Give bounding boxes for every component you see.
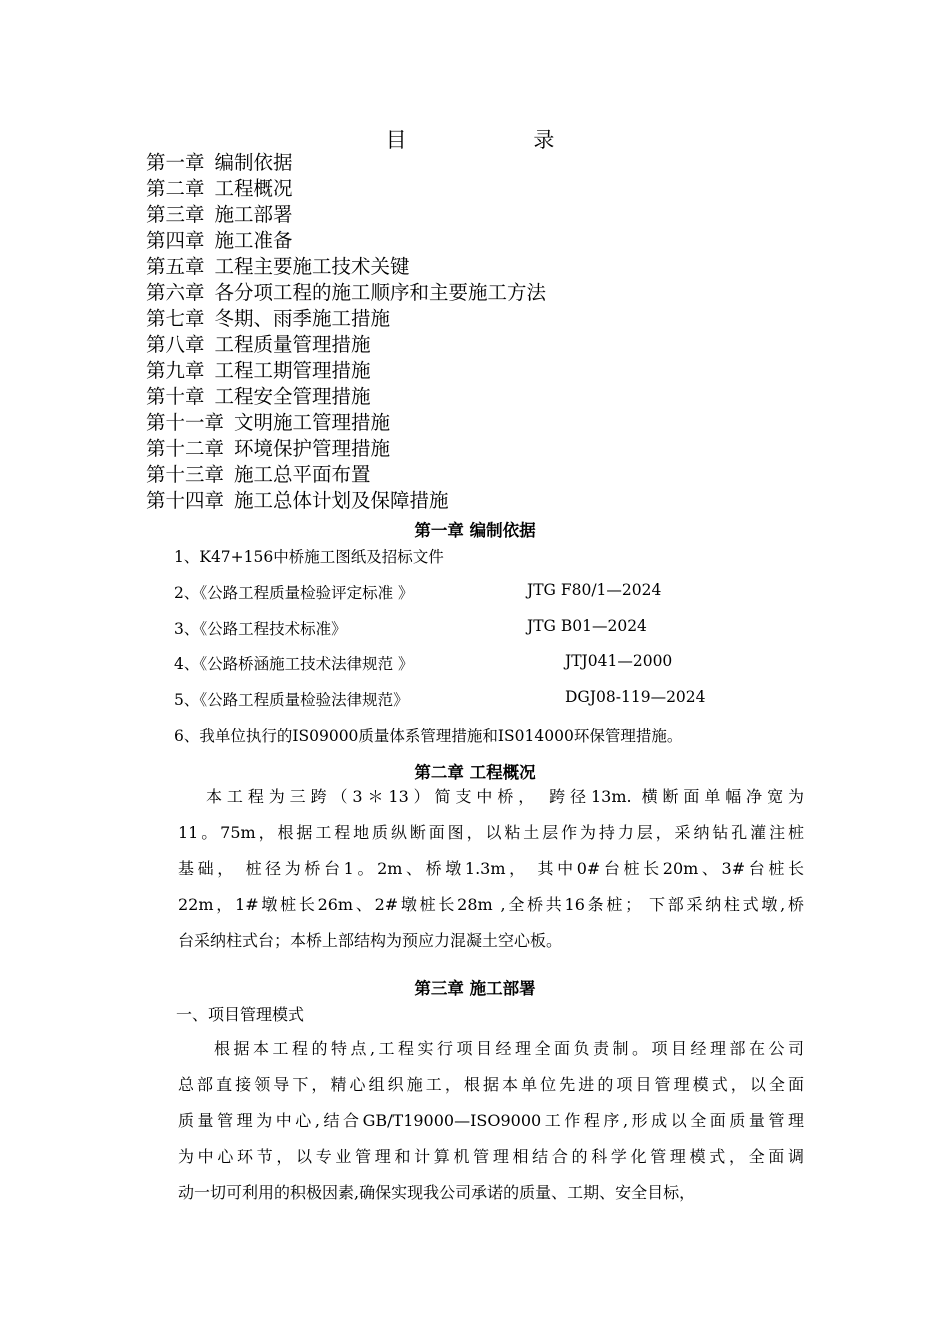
paragraph-line: 本工程为三跨（3＊13）简支中桥， 跨径13m. 横断面单幅净宽为 bbox=[206, 787, 804, 806]
toc-item-title: 施工准备 bbox=[214, 229, 293, 252]
toc-item bbox=[146, 280, 546, 306]
toc-item-number: 第十三章 bbox=[146, 463, 225, 486]
chapter-3-paragraph bbox=[178, 1031, 804, 1211]
reference-text: 2、《公路工程质量检验评定标准 》 bbox=[174, 584, 414, 602]
toc-item-title: 施工部署 bbox=[214, 203, 293, 226]
reference-text: 3、《公路工程技术标准》 bbox=[174, 620, 347, 638]
toc-item-number: 第五章 bbox=[146, 255, 205, 278]
section-subheading: 一、项目管理模式 bbox=[176, 1005, 305, 1024]
paragraph-line: 台采纳柱式台；本桥上部结构为预应力混凝土空心板。 bbox=[178, 931, 563, 950]
chapter-2-heading: 第二章 工程概况 bbox=[414, 763, 536, 782]
reference-code: DGJ08-119—2024 bbox=[565, 688, 706, 706]
toc-item bbox=[146, 488, 546, 514]
toc-item-number: 第十章 bbox=[146, 385, 205, 408]
paragraph-line: 动一切可利用的积极因素,确保实现我公司承诺的质量、工期、安全目标， bbox=[178, 1183, 696, 1202]
paragraph-line: 基础， 桩径为桥台1。2m、桥墩1.3m， 其中0#台桩长20m、3#台桩长 bbox=[178, 859, 804, 878]
reference-code: JTJ041—2000 bbox=[565, 652, 673, 670]
toc-item-title: 编制依据 bbox=[214, 151, 293, 174]
reference-item bbox=[174, 581, 734, 601]
reference-item bbox=[174, 617, 734, 637]
reference-text: 6、我单位执行的IS09000质量体系管理措施和IS014000环保管理措施。 bbox=[174, 727, 683, 745]
toc-item-title: 工程概况 bbox=[214, 177, 293, 200]
paragraph-line: 根据本工程的特点,工程实行项目经理全面负责制。项目经理部在公司 bbox=[214, 1039, 804, 1058]
toc-item-title: 工程主要施工技术关键 bbox=[214, 255, 410, 278]
reference-text: 4、《公路桥涵施工技术法律规范 》 bbox=[174, 655, 414, 673]
toc-item-number: 第九章 bbox=[146, 359, 205, 382]
toc-item-title: 工程安全管理措施 bbox=[214, 385, 371, 408]
toc-item-number: 第十二章 bbox=[146, 437, 225, 460]
toc-item-number: 第七章 bbox=[146, 307, 205, 330]
toc-item bbox=[146, 358, 546, 384]
toc-list bbox=[146, 150, 546, 514]
paragraph-line: 11。75m，根据工程地质纵断面图，以粘土层作为持力层，采纳钻孔灌注桩 bbox=[178, 823, 804, 842]
toc-item-title: 冬期、雨季施工措施 bbox=[214, 307, 391, 330]
paragraph-line: 质量管理为中心,结合GB/T19000—ISO9000工作程序,形成以全面质量管理 bbox=[178, 1111, 804, 1130]
toc-item bbox=[146, 410, 546, 436]
reference-code: JTG B01—2024 bbox=[527, 617, 647, 635]
toc-item-number: 第十四章 bbox=[146, 489, 225, 512]
reference-code: JTG F80/1—2024 bbox=[527, 581, 662, 599]
toc-item-number: 第二章 bbox=[146, 177, 205, 200]
paragraph-line: 总部直接领导下，精心组织施工，根据本单位先进的项目管理模式，以全面 bbox=[178, 1075, 804, 1094]
paragraph-line: 为中心环节，以专业管理和计算机管理相结合的科学化管理模式，全面调 bbox=[178, 1147, 804, 1166]
toc-item-title: 工程工期管理措施 bbox=[214, 359, 371, 382]
toc-item-number: 第三章 bbox=[146, 203, 205, 226]
reference-item bbox=[174, 652, 734, 672]
toc-item-number: 第八章 bbox=[146, 333, 205, 356]
toc-item-title: 各分项工程的施工顺序和主要施工方法 bbox=[214, 281, 547, 304]
toc-item bbox=[146, 462, 546, 488]
reference-text: 1、K47+156中桥施工图纸及招标文件 bbox=[174, 548, 444, 566]
chapter-1-heading: 第一章 编制依据 bbox=[414, 521, 536, 540]
paragraph-line: 22m，1#墩桩长26m、2#墩桩长28m ,全桥共16条桩； 下部采纳柱式墩,桥 bbox=[178, 895, 804, 914]
reference-item bbox=[174, 724, 682, 746]
toc-item-title: 工程质量管理措施 bbox=[214, 333, 371, 356]
chapter-3-heading: 第三章 施工部署 bbox=[414, 979, 536, 998]
toc-item-title: 环境保护管理措施 bbox=[234, 437, 391, 460]
toc-item-number: 第四章 bbox=[146, 229, 205, 252]
toc-item bbox=[146, 254, 546, 280]
toc-item bbox=[146, 332, 546, 358]
reference-item bbox=[174, 688, 734, 708]
reference-item bbox=[174, 545, 444, 567]
toc-item bbox=[146, 202, 546, 228]
toc-item-number: 第一章 bbox=[146, 151, 205, 174]
toc-item-title: 施工总平面布置 bbox=[234, 463, 371, 486]
toc-item-number: 第十一章 bbox=[146, 411, 225, 434]
toc-item-title: 施工总体计划及保障措施 bbox=[234, 489, 449, 512]
toc-item bbox=[146, 436, 546, 462]
toc-item-title: 文明施工管理措施 bbox=[234, 411, 391, 434]
reference-text: 5、《公路工程质量检验法律规范》 bbox=[174, 691, 409, 709]
chapter-2-paragraph bbox=[178, 779, 804, 959]
toc-item bbox=[146, 176, 546, 202]
toc-item bbox=[146, 150, 546, 176]
toc-title: 目 录 bbox=[385, 128, 615, 152]
toc-item bbox=[146, 384, 546, 410]
toc-item-number: 第六章 bbox=[146, 281, 205, 304]
toc-item bbox=[146, 228, 546, 254]
toc-item bbox=[146, 306, 546, 332]
